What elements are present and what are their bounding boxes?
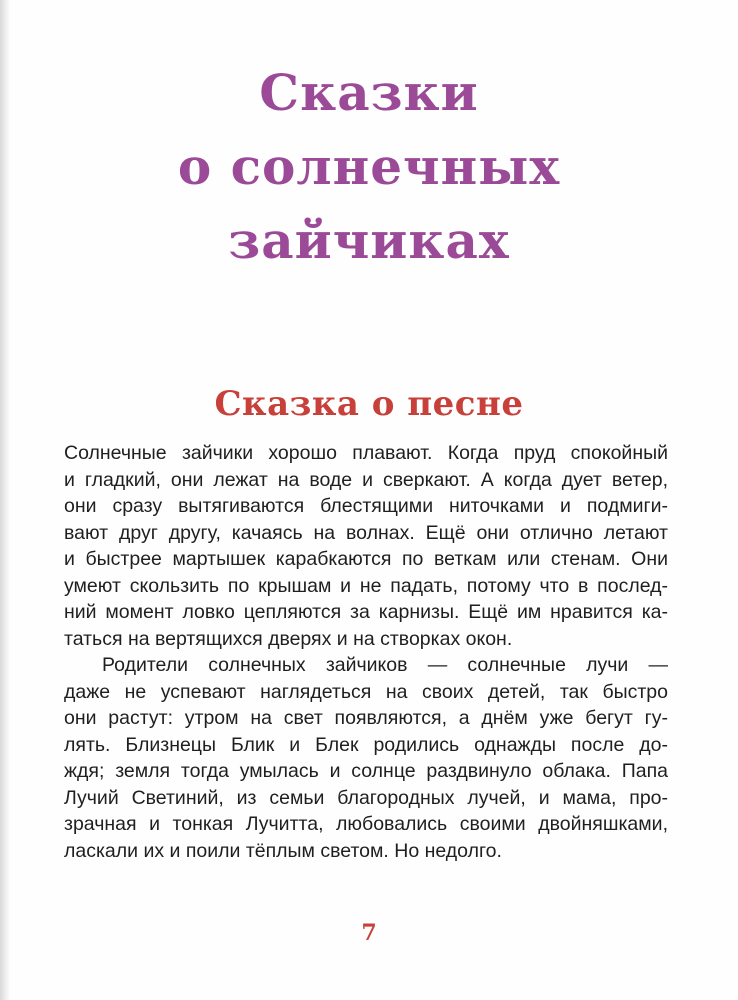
text-line: Лучий Светиний, из семьи благородных лучей, и мама, про-: [64, 786, 668, 809]
text-line: вают друг другу, качаясь на волнах. Ещё они отлично летают: [64, 521, 668, 544]
text-line: и быстрее мартышек карабкаются по веткам или стенам. Они: [64, 548, 668, 570]
text-line: зрачная и тонкая Лучитта, любовались своими двойняшками,: [64, 813, 668, 835]
text-line: они сразу вытягиваются блестящими ниточками и подмиги-: [64, 495, 668, 517]
story-heading: Сказка о песне: [214, 384, 524, 424]
text-line: умеют скользить по крышам и не падать, потому что в послед-: [64, 574, 668, 597]
text-line: они растут: утром на свет появляются, а днём уже бегут гу-: [64, 707, 668, 729]
text-line: таться на вертящихся дверях и на створках окон.: [64, 627, 513, 650]
text-line: лять. Близнецы Блик и Блек родились однажды после до-: [64, 733, 668, 756]
book-title: [0, 56, 738, 278]
story-body: [64, 440, 668, 864]
book-title-line-2: о солнечных: [177, 137, 561, 196]
book-title-line-3: зайчиках: [228, 211, 510, 270]
text-line: Солнечные зайчики хорошо плавают. Когда пруд спокойный: [64, 442, 668, 464]
page-number: 7: [361, 920, 377, 946]
text-line: Родители солнечных зайчиков — солнечные лучи —: [102, 654, 668, 676]
text-line: ласкали их и поили тёплым светом. Но недолго.: [64, 839, 502, 862]
book-title-line-1: Сказки: [259, 63, 479, 122]
text-line: ний момент ловко цепляются за карнизы. Ещё им нравится ка-: [64, 601, 668, 623]
text-line: даже не успевают наглядеться на своих детей, так быстро: [64, 680, 668, 703]
text-line: и гладкий, они лежат на воде и сверкают. А когда дует ветер,: [64, 468, 668, 491]
text-line: ждя; земля тогда умылась и солнце раздвинуло облака. Папа: [64, 760, 668, 782]
